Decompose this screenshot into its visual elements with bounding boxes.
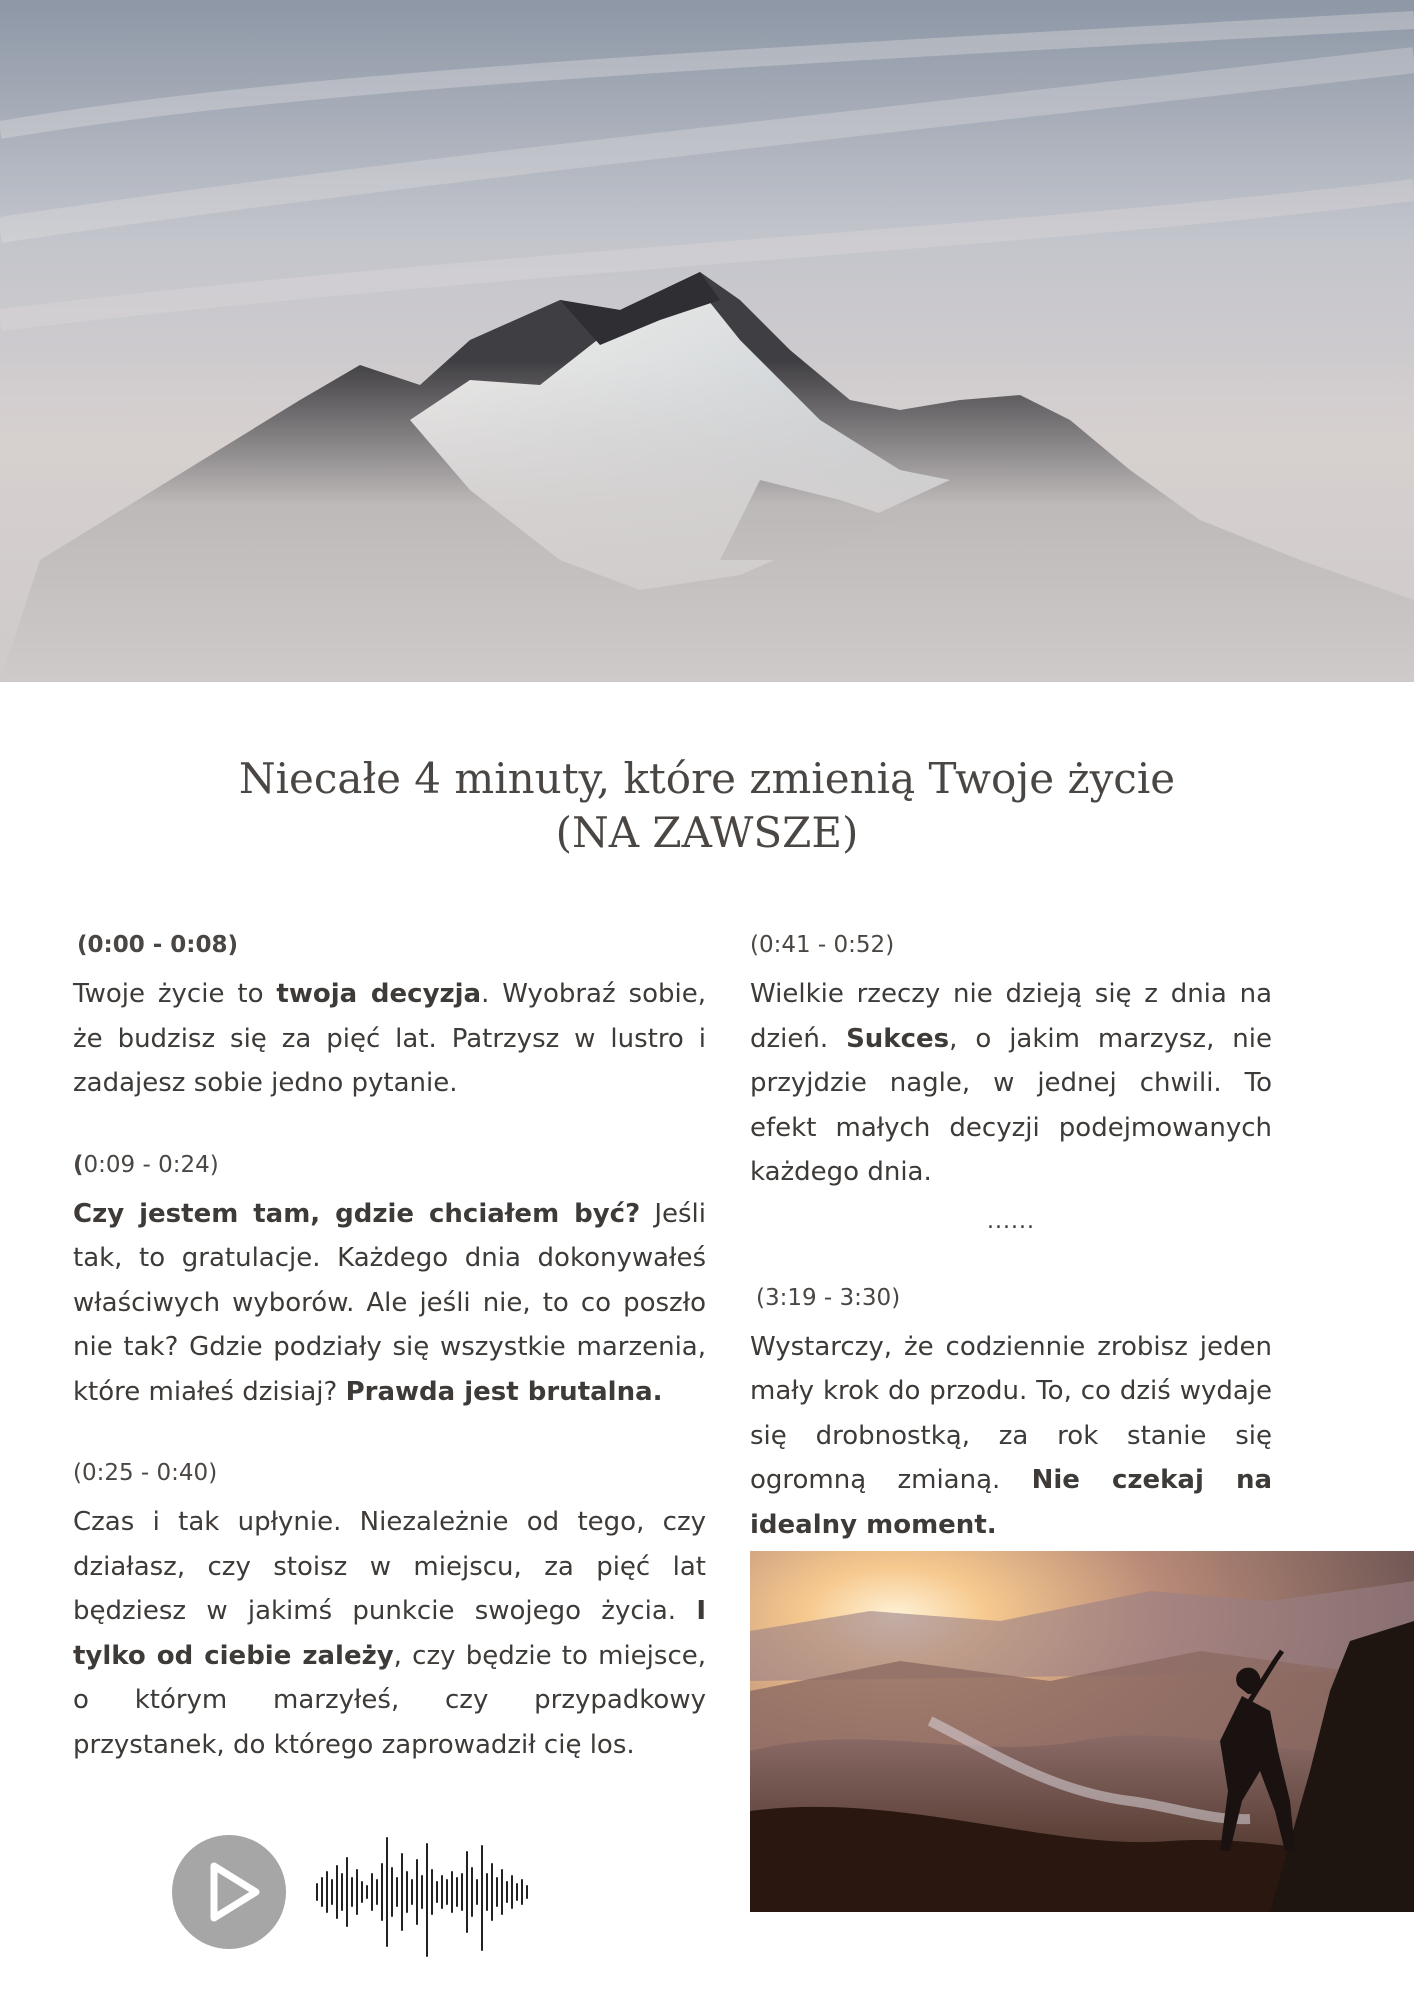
play-button[interactable] [172, 1835, 286, 1949]
climber-sunrise-image [750, 1551, 1414, 1912]
audio-waveform-icon [317, 1838, 527, 1956]
timestamp-0-09: (0:09 - 0:24) [73, 1151, 219, 1178]
right-column [750, 930, 1272, 1547]
page-title [0, 752, 1414, 860]
timestamp-3-19: (3:19 - 3:30) [756, 1284, 901, 1311]
timestamp-0-00: (0:00 - 0:08) [77, 932, 238, 958]
mountain-peak-illustration [0, 0, 1414, 682]
title-line-2: (NA ZAWSZE) [555, 808, 859, 857]
audio-player [172, 1834, 572, 1959]
paragraph-0-41: Wielkie rzeczy nie dzieją się z dnia na dzień. Sukces, o jakim marzysz, nie przyjdzie nagle, w jednej chwili. To efekt małych decyzji podejmowanych każdego dnia. [750, 979, 1272, 1187]
paragraph-0-00: Twoje życie to twoja decyzja. Wyobraź sobie, że budzisz się za pięć lat. Patrzysz w lustro i zadajesz sobie jedno pytanie. [73, 979, 706, 1098]
timestamp-0-25: (0:25 - 0:40) [73, 1460, 218, 1486]
hero-mountain-image [0, 0, 1414, 682]
paragraph-0-25: Czas i tak upłynie. Niezależnie od tego, czy działasz, czy stoisz w miejscu, za pięć lat będziesz w jakimś punkcie swojego życia. I tylko od ciebie zależy, czy będzie to miejsce, o którym marzyłeś, czy przypadkowy przystanek, do którego zaprowadził cię los. [73, 1507, 706, 1760]
climber-sunrise-illustration [750, 1551, 1414, 1912]
paragraph-3-19: Wystarczy, że codziennie zrobisz jeden mały krok do przodu. To, co dziś wydaje się drobnostką, za rok stanie się ogromną zmianą. Nie czekaj na idealny moment. [750, 1331, 1272, 1540]
paragraph-0-09: Czy jestem tam, gdzie chciałem być? Jeśli tak, to gratulacje. Każdego dnia dokonywałeś właściwych wyborów. Ale jeśli nie, to co poszło nie tak? Gdzie podziały się wszystkie marzenia, które miałeś dzisiaj? Prawda jest brutalna. [73, 1198, 706, 1407]
ellipsis-separator: ...... [987, 1208, 1035, 1234]
title-line-1: Niecałe 4 minuty, które zmienią Twoje życie [238, 754, 1176, 803]
left-column [73, 930, 706, 1767]
timestamp-0-41: (0:41 - 0:52) [750, 932, 895, 958]
